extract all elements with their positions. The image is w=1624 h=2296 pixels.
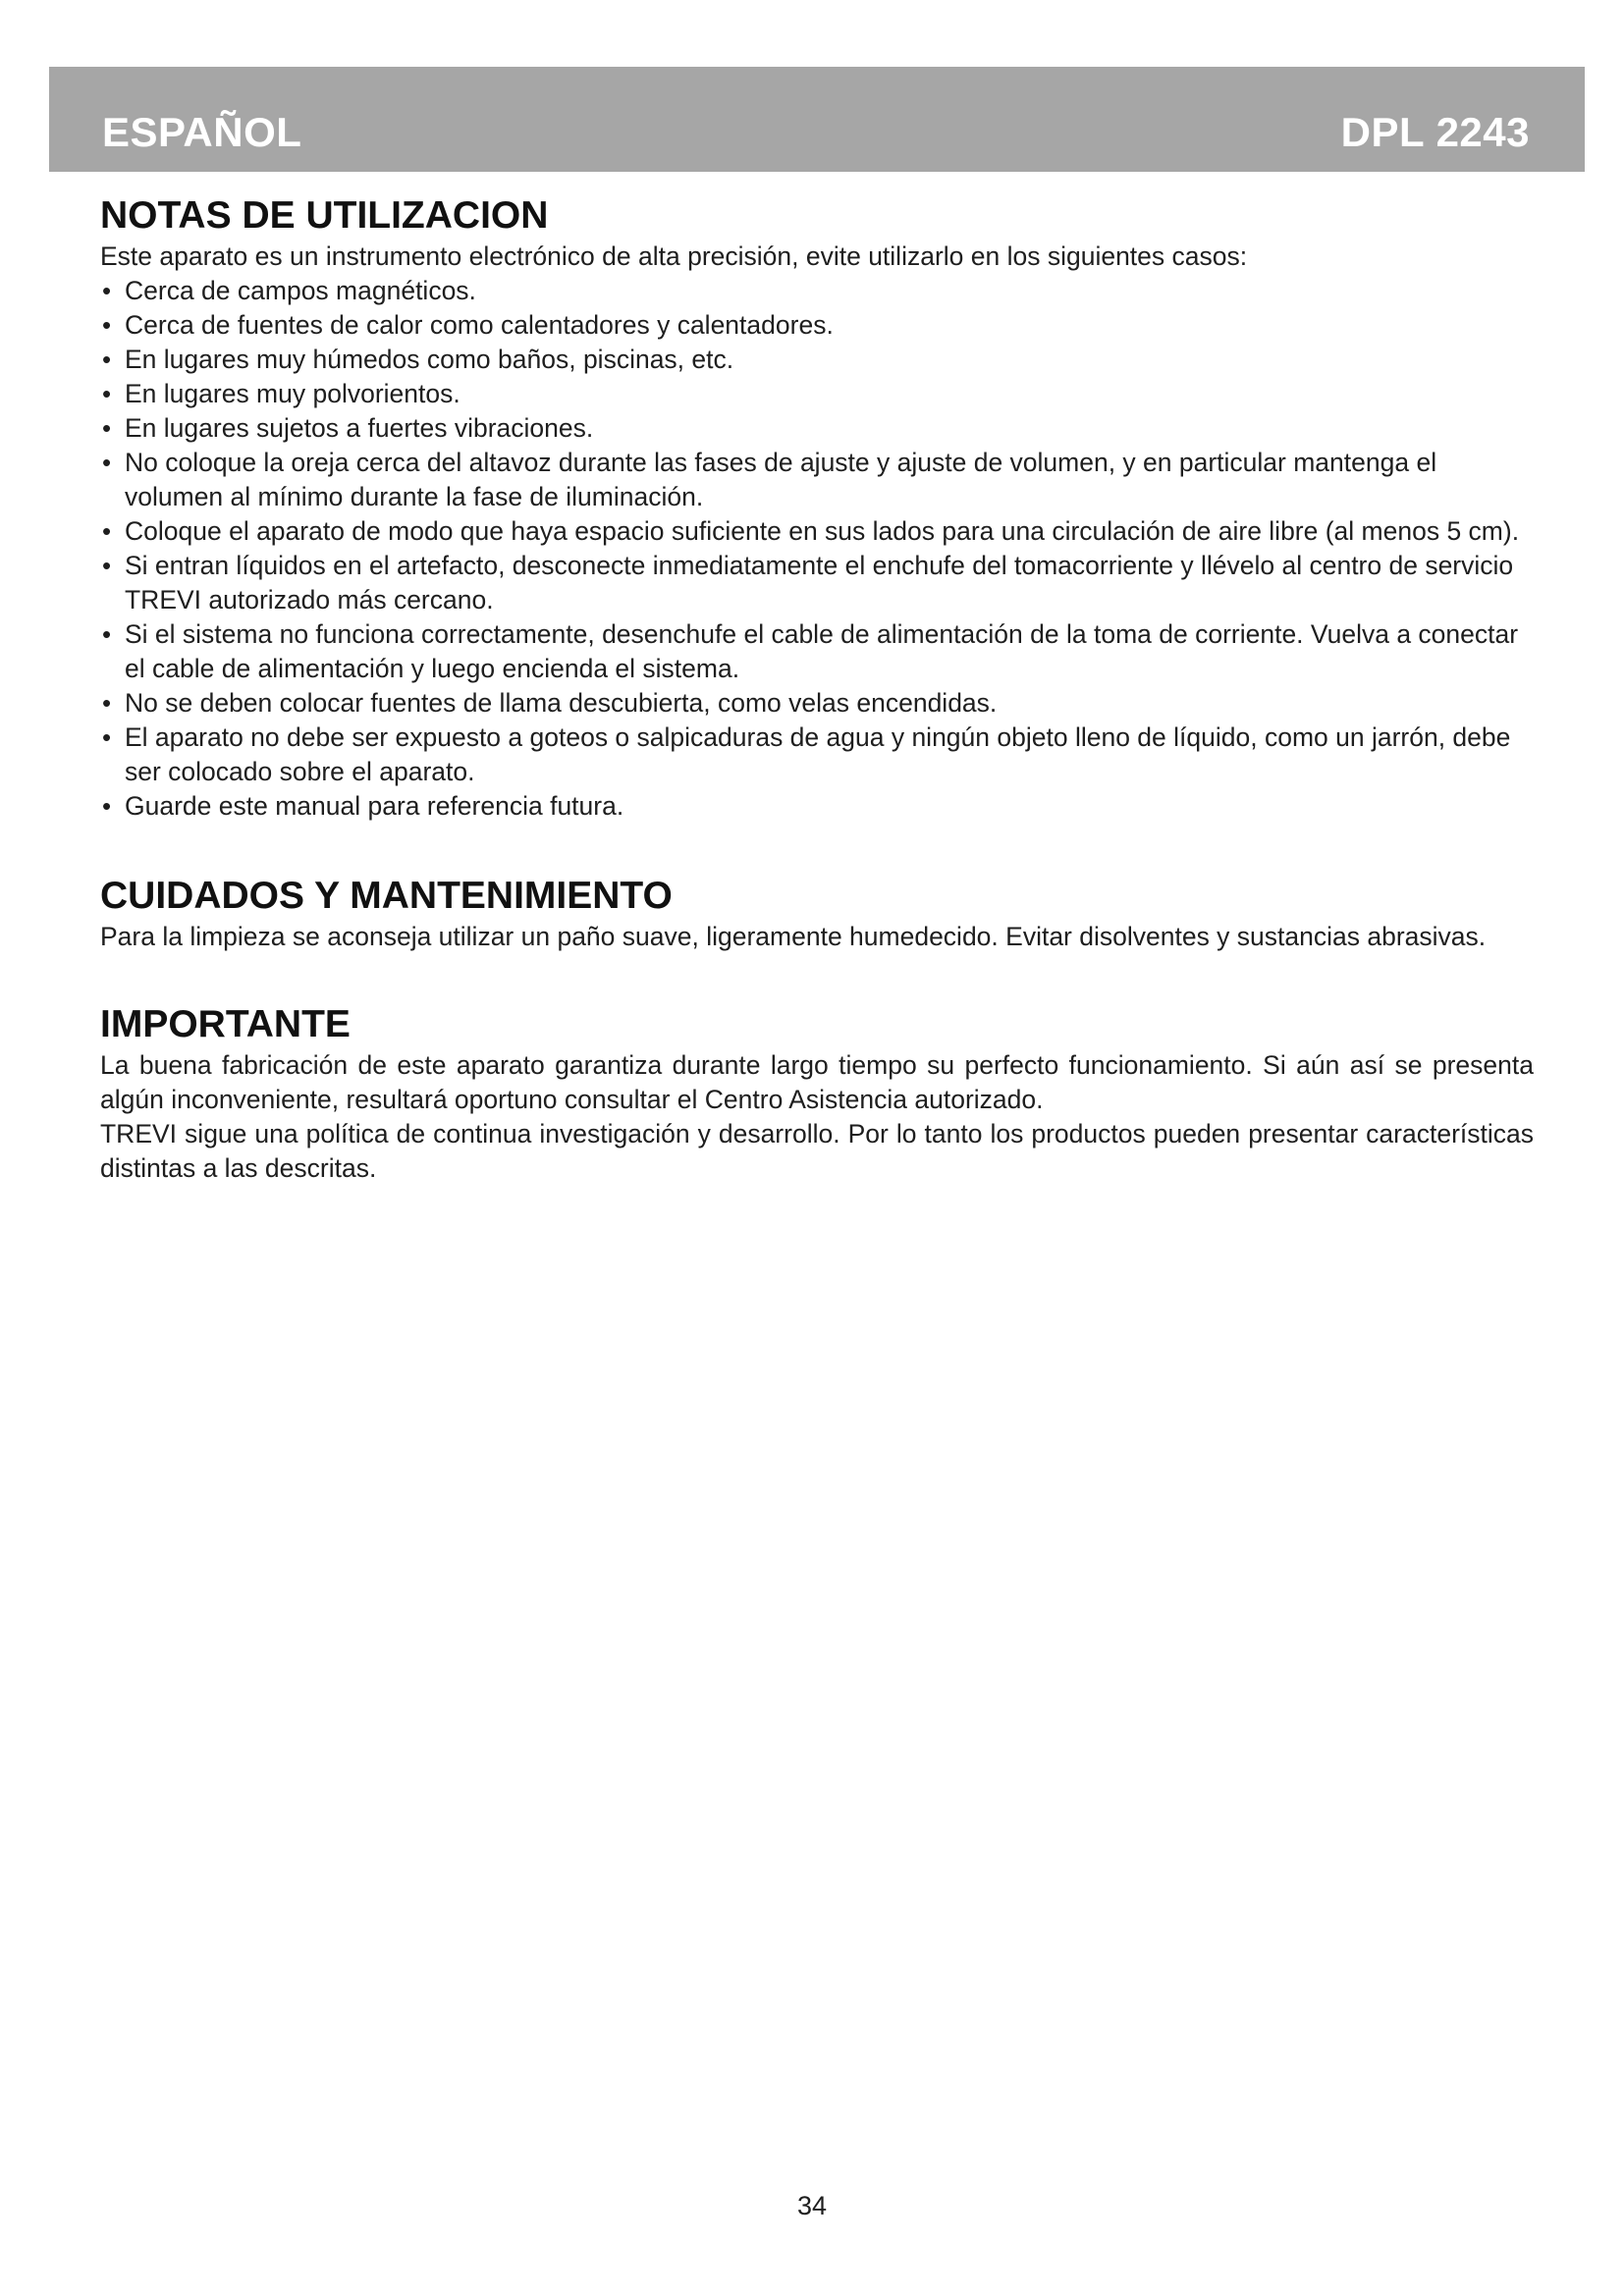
page-number: 34	[796, 2191, 828, 2220]
header-bar	[49, 67, 1585, 172]
header-model: DPL 2243	[1340, 109, 1530, 155]
page-content	[100, 192, 1534, 1186]
list-item: • Guarde este manual para referencia futura.	[100, 789, 1534, 824]
list-item: • En lugares muy húmedos como baños, piscinas, etc.	[100, 343, 1534, 377]
list-item: • Si entran líquidos en el artefacto, desconecte inmediatamente el enchufe del tomacorriente y llévelo al centro de servicio TREVI autorizado más cercano.	[102, 551, 1514, 614]
notas-intro: Este aparato es un instrumento electrónico de alta precisión, evite utilizarlo en los siguientes casos:	[100, 241, 1248, 271]
list-item: • Cerca de campos magnéticos.	[100, 274, 1534, 308]
importante-text-2: TREVI sigue una política de continua investigación y desarrollo. Por lo tanto los productos pueden presentar características distintas a las descritas.	[100, 1119, 1534, 1183]
list-item: • En lugares sujetos a fuertes vibraciones.	[100, 411, 1534, 446]
bullet-icon: •	[102, 551, 112, 580]
list-item: • Si el sistema no funciona correctamente, desenchufe el cable de alimentación de la toma de corriente. Vuelva a conectar el cable de alimentación y luego encienda el sistema.	[102, 619, 1519, 683]
bullet-icon: •	[102, 310, 112, 340]
list-item: • No se deben colocar fuentes de llama descubierta, como velas encendidas.	[100, 686, 1534, 721]
bullet-icon: •	[102, 722, 112, 752]
list-item: • Cerca de fuentes de calor como calentadores y calentadores.	[100, 308, 1534, 343]
header-language: ESPAÑOL	[102, 109, 302, 155]
bullet-icon: •	[102, 516, 112, 546]
bullet-icon: •	[102, 688, 112, 718]
bullet-icon: •	[102, 276, 112, 305]
section-title-notas: NOTAS DE UTILIZACION	[100, 194, 549, 237]
bullet-icon: •	[102, 379, 112, 408]
bullet-icon: •	[102, 791, 112, 821]
notas-list	[100, 274, 1534, 824]
list-item: • No coloque la oreja cerca del altavoz durante las fases de ajuste y ajuste de volumen, y en particular mantenga el volumen al mínimo durante la fase de iluminación.	[102, 448, 1437, 511]
bullet-icon: •	[102, 413, 112, 443]
bullet-icon: •	[102, 619, 112, 649]
section-title-importante: IMPORTANTE	[100, 1003, 351, 1045]
list-item: • Coloque el aparato de modo que haya espacio suficiente en sus lados para una circulación de aire libre (al menos 5 cm).	[100, 514, 1534, 549]
list-item: • En lugares muy polvorientos.	[100, 377, 1534, 411]
importante-text-1: La buena fabricación de este aparato garantiza durante largo tiempo su perfecto funcionamiento. Si aún así se presenta algún inconveniente, resultará oportuno consultar el Centro Asistencia autorizado.	[100, 1050, 1534, 1114]
bullet-icon: •	[102, 345, 112, 374]
list-item: • El aparato no debe ser expuesto a goteos o salpicaduras de agua y ningún objeto lleno de líquido, como un jarrón, debe ser colocado sobre el aparato.	[102, 722, 1511, 786]
section-title-cuidados: CUIDADOS Y MANTENIMIENTO	[100, 875, 673, 917]
cuidados-text: Para la limpieza se aconseja utilizar un paño suave, ligeramente humedecido. Evitar disolventes y sustancias abrasivas.	[100, 922, 1487, 951]
bullet-icon: •	[102, 448, 112, 477]
